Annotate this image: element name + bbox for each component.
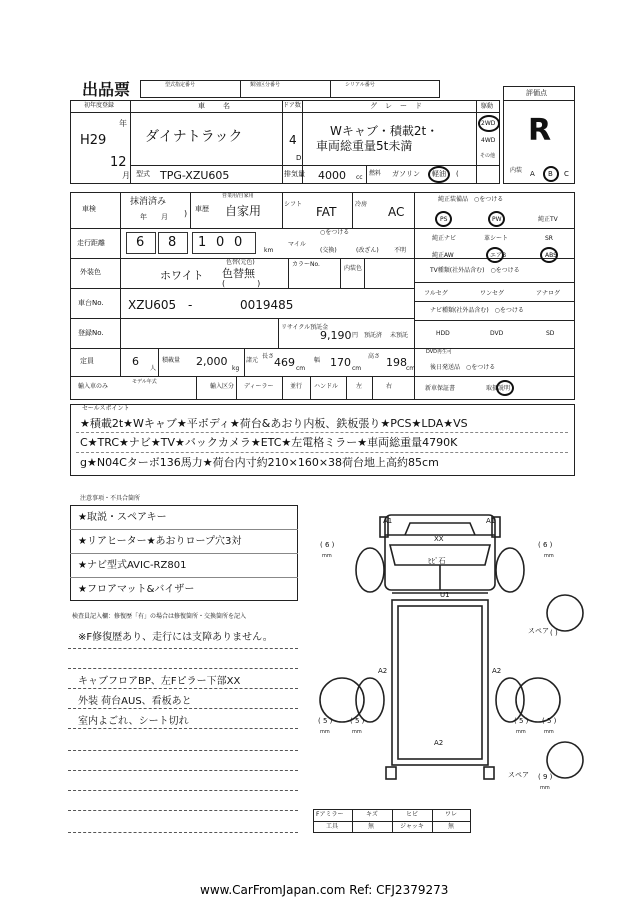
fuel-gas: ガソリン xyxy=(392,170,420,178)
mileage-label: 走行距離 xyxy=(77,239,105,247)
grade-label: グレード xyxy=(370,102,430,110)
width: 170 xyxy=(330,356,351,369)
equip-leather: 革シート xyxy=(484,235,509,242)
inspector-line-6: 室内よごれ、シート切れ xyxy=(78,716,189,727)
recycle-label: リサイクル預託金 xyxy=(281,324,329,331)
chassis-prefix: XZU605 xyxy=(128,298,177,312)
doors-label: ドア数 xyxy=(283,102,301,109)
tire-rr-mm: mm xyxy=(516,729,526,735)
navi-sd: SD xyxy=(546,330,555,337)
sales-line-3: g★N04Cターボ136馬力★荷台内寸約210×160×38荷台地上高約85cm xyxy=(80,456,439,469)
equip-aw: 純正AW xyxy=(432,252,454,259)
recycle-value: 9,190 xyxy=(320,329,352,342)
equip-sr: SR xyxy=(545,235,553,242)
handle-left: 左 xyxy=(356,383,363,390)
tire-fl-depth: ( 6 ) xyxy=(320,541,335,549)
displacement: 4000 xyxy=(318,169,346,182)
car-damage-diagram xyxy=(310,505,590,805)
tire-rr2-mm: mm xyxy=(544,729,554,735)
inspection-ym: 年 月 xyxy=(140,213,168,221)
tire-rl-mm: mm xyxy=(320,729,330,735)
footer-watermark: www.CarFromJapan.com Ref: CFJ2379273 xyxy=(200,883,449,897)
color-changed: 色替無 xyxy=(222,267,255,280)
registration-label: 登録No. xyxy=(78,329,104,337)
shift: FAT xyxy=(316,205,337,219)
equip-ps: PS xyxy=(440,216,448,223)
notes-label: 注意事項・不具合箇所 xyxy=(80,495,141,502)
color-paren: ( ) xyxy=(222,279,261,288)
chassis-dash: - xyxy=(188,298,193,312)
sales-line-2: C★TRC★ナビ★TV★バックカメラ★ETC★左電格ミラー★車両総重量4790K xyxy=(80,436,458,449)
load-label: 積載量 xyxy=(162,357,181,364)
width-label: 幅 xyxy=(314,357,321,364)
legend-v3: ジャッキ xyxy=(400,823,424,830)
spare-bottom-mm: mm xyxy=(540,785,550,791)
displacement-label: 排気量 xyxy=(284,170,305,178)
legend-h2: キズ xyxy=(366,811,378,818)
sales-points-label: セールスポイント xyxy=(82,405,130,412)
exterior-color-label: 外装色 xyxy=(80,268,101,276)
wheel-rr xyxy=(516,678,560,722)
import-parallel: 並行 xyxy=(290,383,303,390)
tire-rl2-depth: ( 5 ) xyxy=(350,717,365,725)
sales-line-1: ★積載2t★Wキャブ★平ボディ★荷台&あおり内板、鉄板張り★PCS★LDA★VS xyxy=(80,417,468,430)
legend-h4: ワレ xyxy=(445,811,458,818)
recycle-unpaid: 未預託 xyxy=(390,332,409,339)
mark-a2-rear: A2 xyxy=(434,739,444,747)
delivery-manual-circle xyxy=(496,380,514,396)
mark-chip: ﾋﾋﾞ石 xyxy=(428,557,446,565)
capacity-label: 定員 xyxy=(80,357,94,365)
doors: 4 xyxy=(289,133,297,147)
fuel-diesel-circle xyxy=(428,166,450,183)
wheel-fr xyxy=(496,548,524,592)
inspection-value: 抹消済み xyxy=(130,197,167,207)
type-no-label: 型式指定番号 xyxy=(165,82,196,88)
wheel-rl-inner xyxy=(356,678,384,722)
usage-label: 車歴 xyxy=(195,205,209,213)
displacement-unit: cc xyxy=(356,174,363,181)
height: 198 xyxy=(386,356,407,369)
color-no-label: カラーNo. xyxy=(292,261,320,268)
inspector-line-4: キャブフロアBP、左Fピラー下部XX xyxy=(78,676,241,687)
equip-airbag: エアB xyxy=(490,252,507,259)
spare-label-bottom: スペア xyxy=(508,771,529,779)
mileage-unit: km xyxy=(264,247,274,254)
tire-fr-mm: mm xyxy=(544,553,554,559)
inspector-label: 検査員記入欄：修復歴「有」の場合は修復箇所・交換箇所を記入 xyxy=(72,613,247,620)
inspection-label: 車検 xyxy=(82,205,96,213)
interior-a: A xyxy=(530,170,535,178)
grade-line1: Wキャブ・積載2t・ xyxy=(330,124,439,138)
year-suffix: 年 xyxy=(119,119,127,128)
chassis-label: 車台No. xyxy=(78,299,104,307)
fuel-label: 燃料 xyxy=(369,170,382,177)
car-name: ダイナトラック xyxy=(145,129,243,145)
color-change-note: 色替(元色) xyxy=(226,259,255,266)
equip-airbag-circle xyxy=(486,247,507,263)
tire-rr2-depth: ( 5 ) xyxy=(542,717,557,725)
drive-4wd: 4WD xyxy=(481,137,496,144)
mark-xx: XX xyxy=(434,535,444,543)
mark-u1: U1 xyxy=(440,591,450,599)
tire-rl-depth: ( 5 ) xyxy=(318,717,333,725)
spare-top-depth: ( ) xyxy=(550,629,558,637)
wheel-rr-inner xyxy=(496,678,524,722)
spare-tire-top xyxy=(547,595,583,631)
capacity: 6 xyxy=(132,355,139,368)
legend-h1: Fアミラー xyxy=(316,811,344,818)
import-type-label: 輸入区分 xyxy=(210,383,235,390)
drive-2wd-circle xyxy=(478,115,500,132)
note-2: ★リアヒーター★あおりロープ穴3対 xyxy=(78,536,242,547)
tire-rl2-mm: mm xyxy=(352,729,362,735)
tire-fl-mm: mm xyxy=(322,553,332,559)
delivery-warranty: 新車保証書 xyxy=(425,385,456,392)
interior-label: 内装 xyxy=(510,167,523,174)
month-suffix: 月 xyxy=(122,171,130,180)
mileage-digit-4: 0 xyxy=(216,235,225,250)
interior-c: C xyxy=(564,170,569,178)
fuel-diesel: 軽油 xyxy=(432,170,446,178)
tv-analog: アナログ xyxy=(536,290,561,297)
tv-title: TV種類(社外品含む) ○をつける xyxy=(430,267,520,274)
mark-a2-right: A2 xyxy=(492,667,502,675)
delivery-manual: 取扱説明 xyxy=(486,385,511,392)
spare-label-top: スペア xyxy=(528,627,549,635)
navi-dvd: DVD xyxy=(490,330,504,337)
wheel-rl xyxy=(320,678,364,722)
note-1: ★取説・スペアキー xyxy=(78,512,167,523)
mileage-opt-mile: マイル xyxy=(288,241,306,248)
legend-v1: 工具 xyxy=(326,823,339,830)
equip-ps-circle xyxy=(435,211,452,227)
exterior-color: ホワイト xyxy=(160,269,204,282)
height-label: 高さ xyxy=(368,353,381,360)
wheel-fl xyxy=(356,548,384,592)
tire-fr-depth: ( 6 ) xyxy=(538,541,553,549)
inspector-line-5: 外装 荷台AUS、看板あと xyxy=(78,696,192,707)
width-cm: cm xyxy=(352,365,362,372)
equip-pw-circle xyxy=(488,211,505,227)
rating-value: R xyxy=(528,113,552,148)
height-cm: cm xyxy=(406,365,416,372)
recycle-paid: 預託済 xyxy=(364,332,383,339)
inspection-paren: ) xyxy=(184,209,188,218)
fuel-paren: ( xyxy=(456,170,459,178)
length-cm: cm xyxy=(296,365,306,372)
mileage-note: ○をつける xyxy=(320,229,350,236)
dim-label: 諸元 xyxy=(246,357,259,364)
legend-h3: ヒビ xyxy=(406,811,419,818)
model: TPG-XZU605 xyxy=(160,169,230,182)
note-3: ★ナビ型式AVIC-RZ801 xyxy=(78,560,187,571)
mileage-opt-exchange: (交換) xyxy=(320,247,337,254)
grade-line2: 車両総重量5t未満 xyxy=(316,139,413,153)
load: 2,000 xyxy=(196,355,228,368)
navi-regen: DVD再生可 xyxy=(426,349,453,355)
equip-tv: 純正TV xyxy=(538,216,558,223)
load-unit: kg xyxy=(232,365,240,372)
reg-year-label: 初年度登録 xyxy=(84,102,115,109)
mileage-digit-2: 8 xyxy=(168,235,177,250)
class-no-label: 類別区分番号 xyxy=(250,82,281,88)
shift-label: シフト xyxy=(284,201,303,208)
drive-other: その他 xyxy=(480,153,496,159)
interior-b-circle xyxy=(543,166,559,182)
reg-month: 12 xyxy=(110,155,127,170)
drive-label: 駆動 xyxy=(481,103,494,110)
model-year-label: モデル年式 xyxy=(132,379,157,385)
legend-v2: 無 xyxy=(368,823,375,830)
model-label: 型式 xyxy=(136,170,150,178)
navi-hdd: HDD xyxy=(436,330,450,337)
mark-a1-left: A1 xyxy=(383,517,393,525)
mileage-opt-unknown: 不明 xyxy=(394,247,407,254)
ac-label: 冷房 xyxy=(355,201,368,208)
handle-label: ハンドル xyxy=(314,383,339,390)
interior-color-label: 内装色 xyxy=(344,265,363,272)
equip-navi: 純正ナビ xyxy=(432,235,457,242)
drive-2wd: 2WD xyxy=(481,120,496,127)
legend-v4: 無 xyxy=(448,823,455,830)
recycle-unit: 円 xyxy=(352,332,359,339)
mileage-digit-5: 0 xyxy=(234,235,243,250)
tv-fullseg: フルセグ xyxy=(424,290,448,297)
delivery-title: 後日発送品 ○をつける xyxy=(430,364,496,371)
tv-oneseg: ワンセグ xyxy=(480,290,505,297)
usage-note: 営業用/自家用 xyxy=(222,193,254,199)
mark-a2-left: A2 xyxy=(378,667,388,675)
import-dealer: ディーラー xyxy=(244,383,274,390)
equip-abs: ABS xyxy=(545,252,557,259)
sheet-title: 出品票 xyxy=(82,80,131,99)
equip-pw: PW xyxy=(492,216,502,223)
inspector-line-1: ※F修復歴あり、走行には支障ありません。 xyxy=(78,632,273,643)
interior-b: B xyxy=(548,170,553,178)
note-4: ★フロアマット&バイザー xyxy=(78,584,195,595)
car-name-label: 車名 xyxy=(198,102,248,110)
length-label: 長さ xyxy=(262,353,275,360)
doors-d: D xyxy=(296,154,302,162)
rating-label: 評価点 xyxy=(526,89,547,97)
mileage-opt-tamper: (改ざん) xyxy=(356,247,379,254)
mileage-digit-1: 6 xyxy=(136,235,145,250)
chassis-number: 0019485 xyxy=(240,298,294,312)
handle-right: 右 xyxy=(386,383,393,390)
tire-rr-depth: ( 5 ) xyxy=(514,717,529,725)
mark-a1-right: A1 xyxy=(486,517,496,525)
equip-abs-circle xyxy=(540,247,558,263)
capacity-unit: 人 xyxy=(150,365,157,372)
serial-label: シリアル番号 xyxy=(345,82,375,88)
spare-bottom-depth: ( 9 ) xyxy=(538,773,553,781)
length: 469 xyxy=(274,356,295,369)
import-label: 輸入車のみ xyxy=(78,383,109,390)
navi-title: ナビ種類(社外品含む) ○をつける xyxy=(430,307,524,314)
ac: AC xyxy=(388,205,405,219)
usage: 自家用 xyxy=(225,204,262,218)
reg-year: H29 xyxy=(80,133,107,148)
mileage-digit-3: 1 xyxy=(198,235,207,250)
equip-title: 純正装備品 ○をつける xyxy=(438,196,504,203)
